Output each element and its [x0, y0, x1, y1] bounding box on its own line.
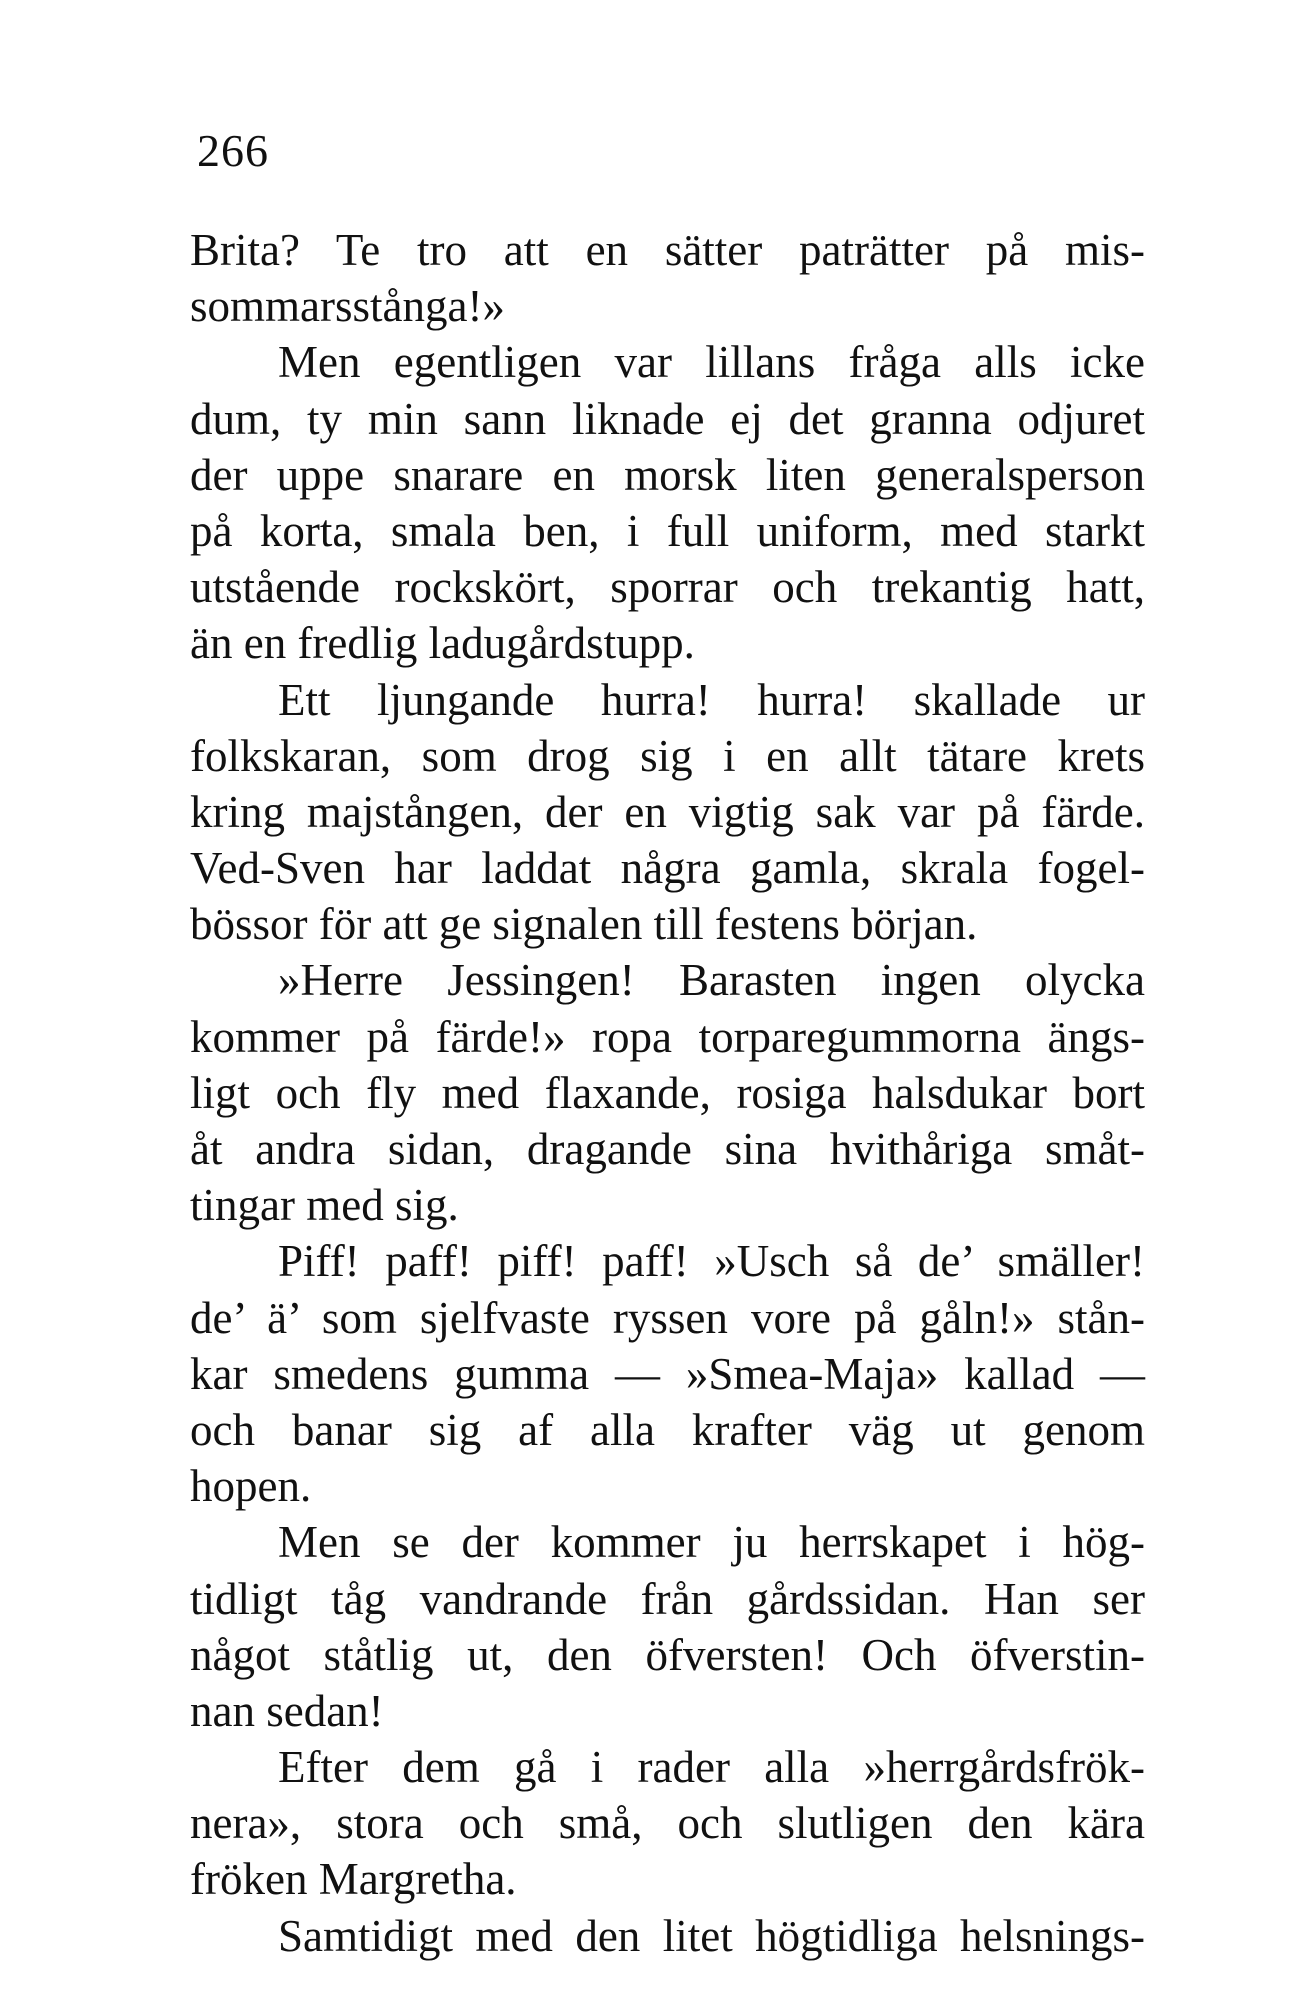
text-line: Brita? Te tro att en sätter paträtter på mis-	[190, 225, 1145, 275]
text-line: kring majstången, der en vigtig sak var på färde.	[190, 786, 1145, 837]
text-line: Efter dem gå i rader alla »herrgårdsfrök-	[278, 1742, 1145, 1793]
text-line: bössor för att ge signalen till festens början.	[190, 899, 978, 950]
text-line: något ståtlig ut, den öfversten! Och öfverstin-	[190, 1629, 1145, 1680]
text-line: de’ ä’ som sjelfvaste ryssen vore på gåln!» stån-	[190, 1292, 1145, 1343]
text-line: folkskaran, som drog sig i en allt tätare krets	[190, 730, 1145, 781]
text-line: tingar med sig.	[190, 1180, 459, 1231]
text-line: »Herre Jessingen! Barasten ingen olycka	[278, 955, 1145, 1006]
text-line: Ett ljungande hurra! hurra! skallade ur	[278, 674, 1145, 725]
text-line: Men egentligen var lillans fråga alls icke	[278, 337, 1145, 388]
text-line: hopen.	[190, 1461, 312, 1512]
text-line: på korta, smala ben, i full uniform, med starkt	[190, 505, 1145, 556]
text-line: än en fredlig ladugårdstupp.	[190, 618, 695, 669]
text-line: fröken Margretha.	[190, 1854, 517, 1905]
text-line: och banar sig af alla krafter väg ut genom	[190, 1404, 1145, 1455]
text-line: åt andra sidan, dragande sina hvithåriga småt-	[190, 1124, 1145, 1174]
page-number: 266	[197, 125, 269, 176]
text-line: sommarsstånga!»	[190, 281, 505, 332]
text-line: der uppe snarare en morsk liten generalsperson	[190, 449, 1145, 500]
body-text	[190, 222, 1145, 1964]
text-line: kar smedens gumma — »Smea-Maja» kallad —	[190, 1348, 1145, 1399]
text-line: Men se der kommer ju herrskapet i hög-	[278, 1517, 1145, 1568]
text-line: kommer på färde!» ropa torparegummorna ängs-	[190, 1011, 1145, 1062]
text-line: Ved-Sven har laddat några gamla, skrala fogel-	[190, 843, 1145, 894]
text-line: Piff! paff! piff! paff! »Usch så de’ smäller!	[278, 1236, 1145, 1287]
text-line: nera», stora och små, och slutligen den kära	[190, 1798, 1145, 1849]
text-line: Samtidigt med den litet högtidliga helsnings-	[278, 1910, 1145, 1961]
text-line: nan sedan!	[190, 1685, 384, 1736]
text-line: utstående rockskört, sporrar och trekantig hatt,	[190, 562, 1145, 613]
text-line: tidligt tåg vandrande från gårdssidan. Han ser	[190, 1573, 1145, 1624]
text-line: ligt och fly med flaxande, rosiga halsdukar bort	[190, 1067, 1145, 1118]
text-line: dum, ty min sann liknade ej det granna odjuret	[190, 393, 1145, 444]
